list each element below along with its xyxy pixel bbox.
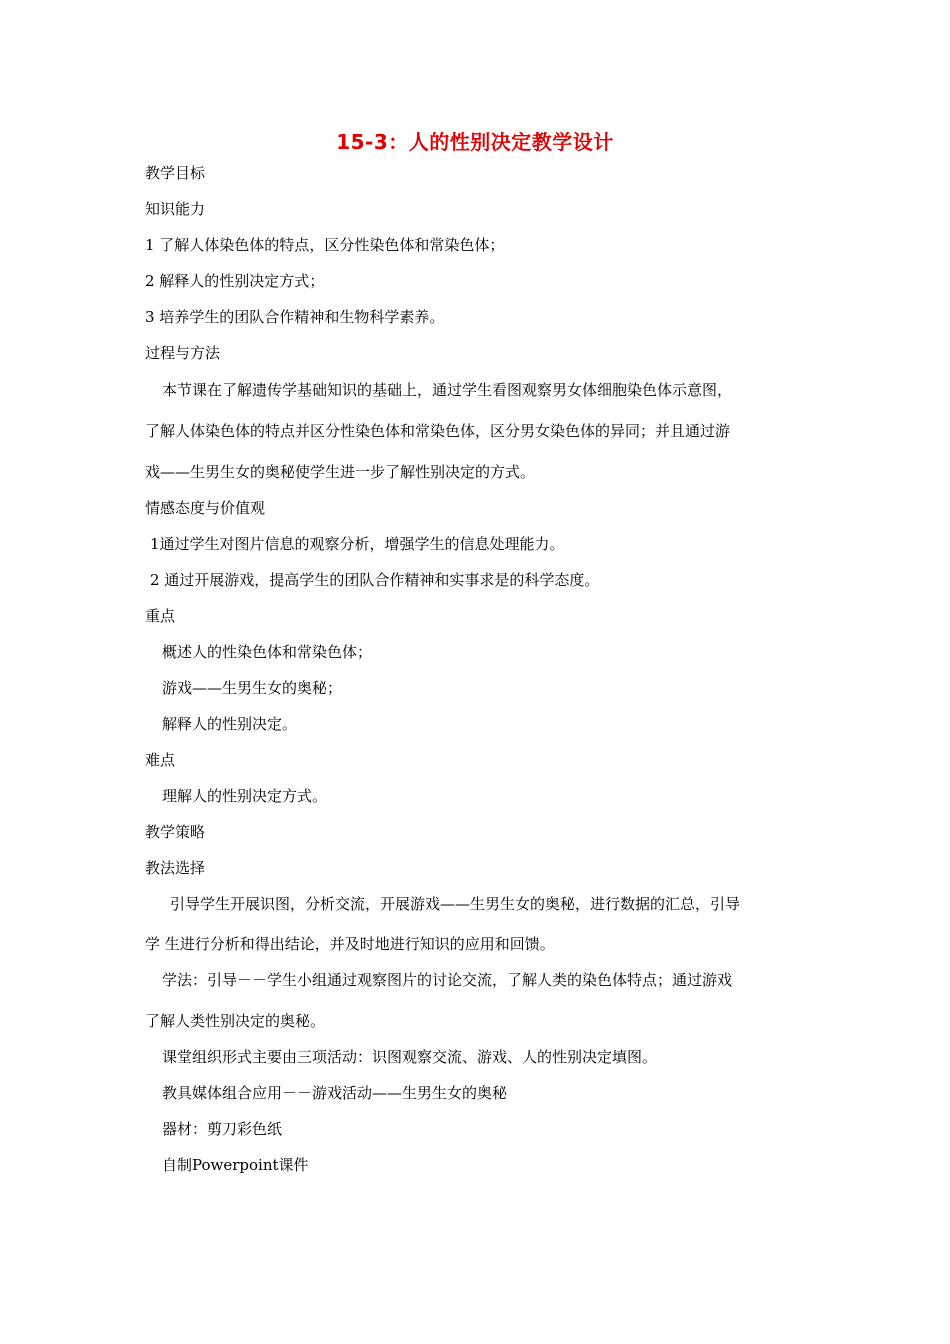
paragraph-line: 学 生进行分析和得出结论，并及时地进行知识的应用和回馈。: [145, 935, 555, 953]
list-item: 2 解释人的性别决定方式；: [145, 272, 325, 290]
paragraph-line: 引导学生开展识图，分析交流，开展游戏——生男生女的奥秘，进行数据的汇总，引导: [170, 895, 741, 913]
list-item: 1通过学生对图片信息的观察分析，增强学生的信息处理能力。: [150, 535, 565, 553]
list-item: 3 培养学生的团队合作精神和生物科学素养。: [145, 308, 445, 326]
document-title: 15-3：人的性别决定教学设计: [336, 130, 614, 154]
heading-method-selection: 教法选择: [145, 859, 206, 877]
heading-emotion-values: 情感态度与价值观: [145, 499, 266, 517]
heading-difficulties: 难点: [145, 751, 176, 769]
paragraph-line: 器材：剪刀彩色纸: [162, 1120, 283, 1138]
list-item: 解释人的性别决定。: [162, 715, 298, 733]
paragraph-line: 课堂组织形式主要由三项活动：识图观察交流、游戏、人的性别决定填图。: [162, 1048, 658, 1066]
paragraph-line: 了解人体染色体的特点并区分性染色体和常染色体，区分男女染色体的异同；并且通过游: [145, 422, 731, 440]
paragraph-line: 自制Powerpoint课件: [162, 1156, 309, 1174]
list-item: 2 通过开展游戏，提高学生的团队合作精神和实事求是的科学态度。: [150, 571, 600, 589]
paragraph-line: 学法：引导－－学生小组通过观察图片的讨论交流，了解人类的染色体特点；通过游戏: [162, 971, 733, 989]
heading-teaching-strategy: 教学策略: [145, 823, 206, 841]
list-item: 概述人的性染色体和常染色体；: [162, 643, 373, 661]
list-item: 1 了解人体染色体的特点，区分性染色体和常染色体；: [145, 236, 505, 254]
paragraph-line: 了解人类性别决定的奥秘。: [145, 1012, 326, 1030]
list-item: 游戏——生男生女的奥秘；: [162, 679, 343, 697]
paragraph-line: 本节课在了解遗传学基础知识的基础上，通过学生看图观察男女体细胞染色体示意图，: [162, 381, 733, 399]
paragraph-line: 戏——生男生女的奥秘使学生进一步了解性别决定的方式。: [145, 463, 536, 481]
heading-teaching-goals: 教学目标: [145, 164, 206, 182]
heading-knowledge-ability: 知识能力: [145, 200, 206, 218]
heading-process-method: 过程与方法: [145, 344, 221, 362]
heading-key-points: 重点: [145, 607, 176, 625]
list-item: 理解人的性别决定方式。: [162, 787, 328, 805]
paragraph-line: 教具媒体组合应用－－游戏活动——生男生女的奥秘: [162, 1084, 508, 1102]
